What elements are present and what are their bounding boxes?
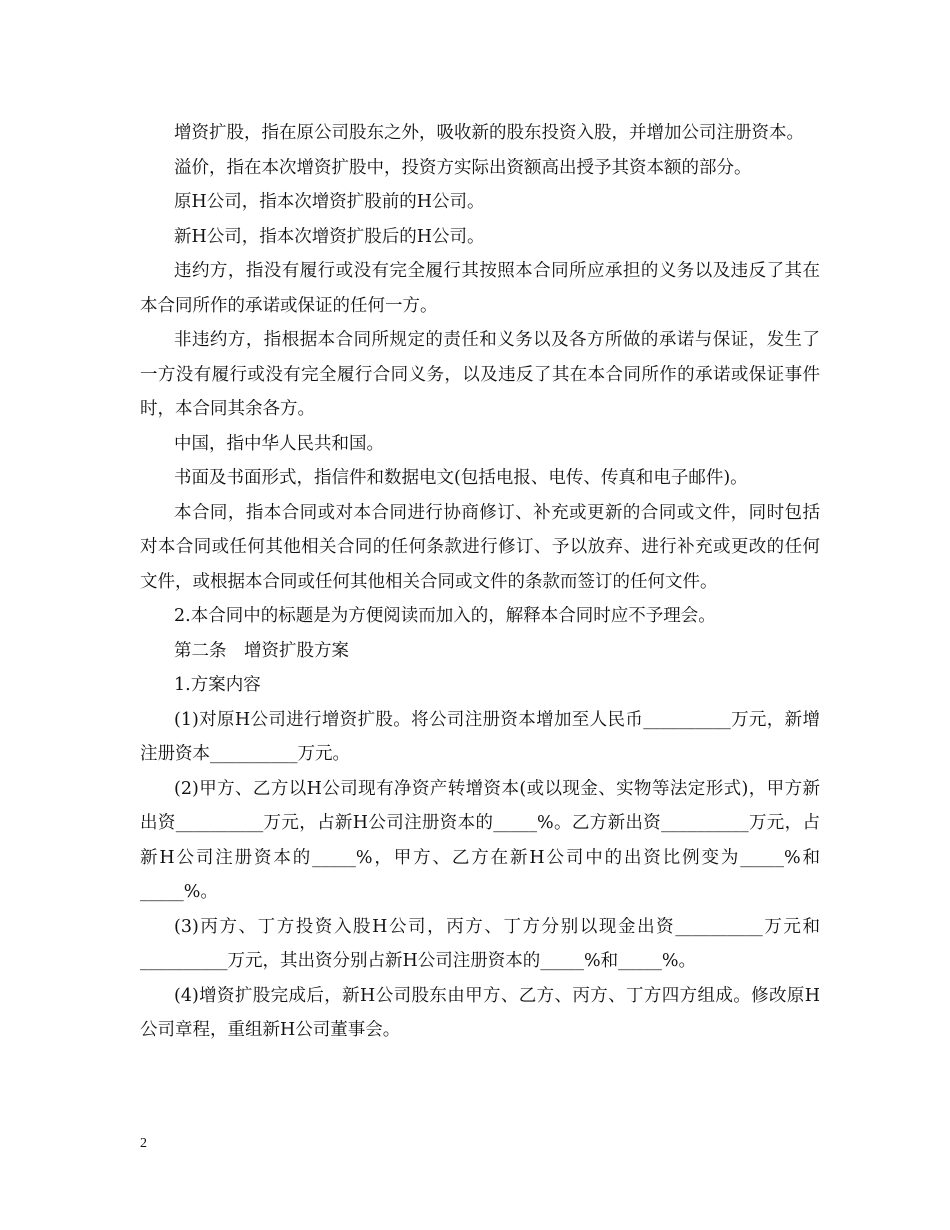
paragraph-original-company-definition: 原H公司，指本次增资扩股前的H公司。 [174, 192, 485, 212]
plan-item-1: (1)对原H公司进行增资扩股。将公司注册资本增加至人民币__________万元，新增注册资本__________万元。 [140, 709, 820, 764]
paragraph-headings-clause: 2.本合同中的标题是为方便阅读而加入的，解释本合同时应不予理会。 [174, 606, 716, 626]
plan-content-heading: 1.方案内容 [174, 675, 261, 695]
page-number: 2 [140, 1136, 147, 1151]
plan-item-4: (4)增资扩股完成后，新H公司股东由甲方、乙方、丙方、丁方四方组成。修改原H公司章程，重组新H公司董事会。 [140, 985, 820, 1040]
paragraph-china-definition: 中国，指中华人民共和国。 [174, 433, 384, 454]
paragraph-breaching-party-definition: 违约方，指没有履行或没有完全履行其按照本合同所应承担的义务以及违反了其在本合同所作的承诺或保证的任何一方。 [140, 261, 820, 316]
paragraph-contract-definition: 本合同，指本合同或对本合同进行协商修订、补充或更新的合同或文件，同时包括对本合同或任何其他相关合同的任何条款进行修订、予以放弃、进行补充或更改的任何文件，或根据本合同或任何其他相关合同或文件的条款而签订的任何文件。 [140, 502, 820, 592]
paragraph-premium-definition: 溢价，指在本次增资扩股中，投资方实际出资额高出授予其资本额的部分。 [174, 157, 752, 178]
paragraph-new-company-definition: 新H公司，指本次增资扩股后的H公司。 [174, 226, 485, 247]
article-two-heading: 第二条 增资扩股方案 [174, 640, 349, 661]
paragraph-non-breaching-party-definition: 非违约方，指根据本合同所规定的责任和义务以及各方所做的承诺与保证，发生了一方没有履行或没有完全履行合同义务，以及违反了其在本合同所作的承诺或保证事件时，本合同其余各方。 [140, 330, 820, 419]
paragraph-capital-increase-definition: 增资扩股，指在原公司股东之外，吸收新的股东投资入股，并增加公司注册资本。 [174, 123, 804, 143]
paragraph-written-form-definition: 书面及书面形式，指信件和数据电文(包括电报、电传、传真和电子邮件)。 [174, 468, 748, 488]
plan-item-3: (3)丙方、丁方投资入股H公司，丙方、丁方分别以现金出资__________万元和__________万元，其出资分别占新H公司注册资本的_____%和_____%。 [140, 916, 820, 971]
document-body [140, 116, 820, 1048]
plan-item-2: (2)甲方、乙方以H公司现有净资产转增资本(或以现金、实物等法定形式)，甲方新出资__________万元，占新H公司注册资本的_____%。乙方新出资__________万元，占新H公司注册资本的_____%，甲方、乙方在新H公司中的出资比例变为_____%和_____%。 [140, 778, 820, 902]
